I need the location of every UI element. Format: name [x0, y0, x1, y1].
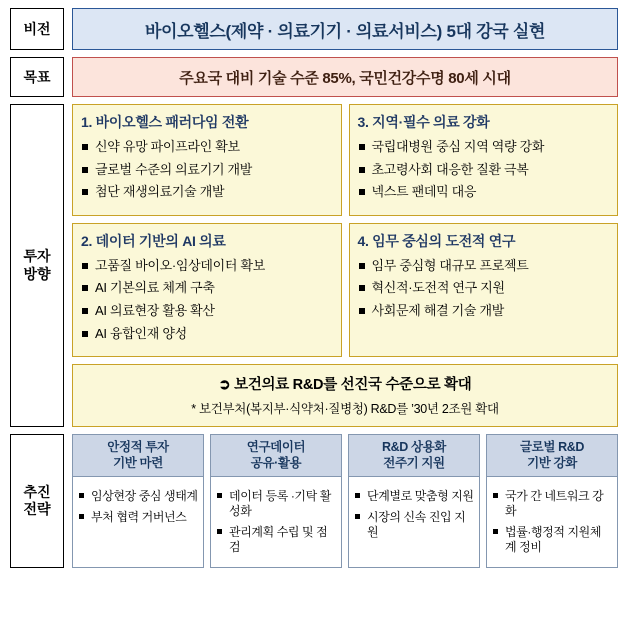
list-item — [358, 139, 610, 155]
bullet-square-icon — [359, 263, 365, 269]
list-item — [355, 489, 474, 504]
list-item-label: 글로벌 수준의 의료기기 개발 — [95, 161, 253, 177]
strategy-column-body — [487, 477, 617, 567]
list-item — [79, 510, 198, 525]
arrow-icon: ➲ — [218, 377, 231, 394]
list-item — [493, 489, 612, 519]
bullet-square-icon — [359, 189, 365, 195]
list-item — [358, 280, 610, 296]
list-item — [81, 258, 333, 274]
list-item — [217, 525, 336, 555]
bullet-square-icon — [359, 285, 365, 291]
list-item — [358, 162, 610, 178]
rd-expansion-headline — [83, 373, 607, 394]
strategy-column-title-line1: R&D 상용화 — [382, 440, 446, 455]
strategy-column-title-line1: 연구데이터 — [246, 440, 306, 455]
strategy-column-title — [211, 435, 341, 477]
list-item — [79, 489, 198, 504]
bullet-square-icon — [355, 493, 360, 498]
strategy-column — [210, 434, 342, 568]
quadrant-title: 2. 데이터 기반의 AI 의료 — [81, 232, 226, 249]
strategy-column-title-line1: 글로벌 R&D — [520, 440, 584, 455]
list-item-label: 넥스트 팬데믹 대응 — [371, 184, 477, 200]
investment-content — [72, 104, 618, 427]
rd-expansion-card — [72, 364, 618, 427]
strategy-item-list — [355, 489, 474, 540]
list-item-label: 데이터 등록 ·기탁 활성화 — [229, 489, 331, 519]
list-item — [81, 162, 333, 178]
list-item-label: 혁신적·도전적 연구 지원 — [371, 280, 505, 296]
quadrant-title: 3. 지역·필수 의료 강화 — [357, 114, 490, 130]
list-item — [358, 258, 610, 274]
list-item — [355, 510, 474, 540]
strategy-item-list — [217, 489, 336, 555]
investment-label-line1: 투자 — [23, 248, 51, 265]
bullet-square-icon — [82, 285, 88, 291]
strategy-column-title-line2: 공유·활용 — [250, 455, 302, 470]
list-item — [81, 184, 333, 200]
bullet-square-icon — [493, 493, 498, 498]
strategy-item-list — [493, 489, 612, 555]
list-item-label: 국립대병원 중심 지역 역량 강화 — [371, 139, 545, 154]
list-item-label: 임상현장 중심 생태계 — [91, 489, 198, 504]
investment-label — [10, 104, 64, 427]
list-item — [81, 303, 333, 319]
list-item-label: 첨단 재생의료기술 개발 — [95, 184, 225, 200]
strategy-label-line2: 전략 — [23, 501, 51, 518]
strategy-column-title-line2: 기반 마련 — [113, 455, 163, 470]
strategy-column-title — [73, 435, 203, 477]
rd-expansion-footnote: * 보건부처(복지부·식약처·질병청) R&D를 ’30년 2조원 확대 — [191, 402, 499, 417]
strategy-column-body — [211, 477, 341, 567]
list-item-label: AI 융합인재 양성 — [95, 325, 187, 341]
list-item-label: 시장의 신속 진입 지원 — [367, 510, 466, 540]
investment-row — [10, 104, 618, 427]
goal-statement: 주요국 대비 기술 수준 85%, 국민건강수명 80세 시대 — [72, 57, 618, 97]
quadrant-item-list — [358, 258, 610, 319]
bullet-square-icon — [79, 514, 84, 519]
bullet-square-icon — [79, 493, 84, 498]
list-item — [217, 489, 336, 519]
list-item-label: 사회문제 해결 기술 개발 — [371, 302, 505, 318]
bullet-square-icon — [82, 189, 88, 195]
list-item — [358, 184, 610, 200]
list-item-label: 신약 유망 파이프라인 확보 — [95, 139, 240, 154]
strategy-row — [10, 434, 618, 568]
strategy-column — [348, 434, 480, 568]
strategy-column — [486, 434, 618, 568]
list-item-label: 단계별로 맞춤형 지원 — [367, 489, 474, 504]
list-item-label: AI 의료현장 활용 확산 — [95, 302, 215, 318]
bullet-square-icon — [82, 167, 88, 173]
bullet-square-icon — [355, 514, 360, 519]
quadrant-card — [349, 104, 619, 216]
quadrant-item-list — [81, 258, 333, 341]
list-item-label: 관리계획 수립 및 점검 — [229, 525, 328, 555]
strategy-column-body — [73, 477, 203, 567]
strategy-column-body — [349, 477, 479, 567]
quadrant-card — [72, 223, 342, 357]
list-item-label: 부처 협력 거버넌스 — [91, 510, 187, 525]
list-item-label: 국가 간 네트워크 강화 — [505, 489, 604, 519]
quadrant-card — [72, 104, 342, 216]
bullet-square-icon — [82, 308, 88, 314]
list-item — [81, 326, 333, 342]
quadrant-title: 1. 바이오헬스 패러다임 전환 — [81, 114, 249, 130]
bullet-square-icon — [359, 144, 365, 150]
list-item — [358, 303, 610, 319]
strategy-column-title-line1: 안정적 투자 — [107, 440, 169, 455]
goal-label: 목표 — [10, 57, 64, 97]
list-item-label: 초고령사회 대응한 질환 극복 — [371, 161, 529, 177]
vision-label: 비전 — [10, 8, 64, 50]
strategy-item-list — [79, 489, 198, 525]
bullet-square-icon — [217, 529, 222, 534]
investment-label-line2: 방향 — [23, 265, 51, 282]
list-item — [493, 525, 612, 555]
list-item — [81, 139, 333, 155]
strategy-column-grid — [72, 434, 618, 568]
quadrant-title: 4. 임무 중심의 도전적 연구 — [357, 232, 516, 249]
rd-expansion-text: 보건의료 R&D를 선진국 수준으로 확대 — [234, 377, 472, 394]
quadrant-card — [349, 223, 619, 357]
vision-statement: 바이오헬스(제약 · 의료기기 · 의료서비스) 5대 강국 실현 — [72, 8, 618, 50]
list-item-label: 법률·행정적 지원체계 정비 — [505, 525, 602, 555]
vision-row — [10, 8, 618, 50]
strategy-label — [10, 434, 64, 568]
list-item-label: AI 기본의료 체계 구축 — [95, 280, 215, 296]
list-item-label: 고품질 바이오·임상데이터 확보 — [95, 257, 266, 273]
bullet-square-icon — [359, 167, 365, 173]
quadrant-item-list — [81, 139, 333, 200]
strategy-column-title — [349, 435, 479, 477]
strategy-column-title-line2: 전주기 지원 — [383, 455, 445, 470]
strategy-column — [72, 434, 204, 568]
bullet-square-icon — [82, 331, 88, 337]
quadrant-item-list — [358, 139, 610, 200]
goal-row — [10, 57, 618, 97]
bullet-square-icon — [217, 493, 222, 498]
bullet-square-icon — [493, 529, 498, 534]
bullet-square-icon — [82, 144, 88, 150]
investment-quadrant-grid — [72, 104, 618, 357]
strategy-column-title — [487, 435, 617, 477]
bullet-square-icon — [82, 263, 88, 269]
list-item — [81, 280, 333, 296]
strategy-label-line1: 추진 — [23, 483, 51, 500]
list-item-label: 임무 중심형 대규모 프로젝트 — [371, 257, 529, 273]
strategy-column-title-line2: 기반 강화 — [527, 455, 577, 470]
bullet-square-icon — [359, 308, 365, 314]
